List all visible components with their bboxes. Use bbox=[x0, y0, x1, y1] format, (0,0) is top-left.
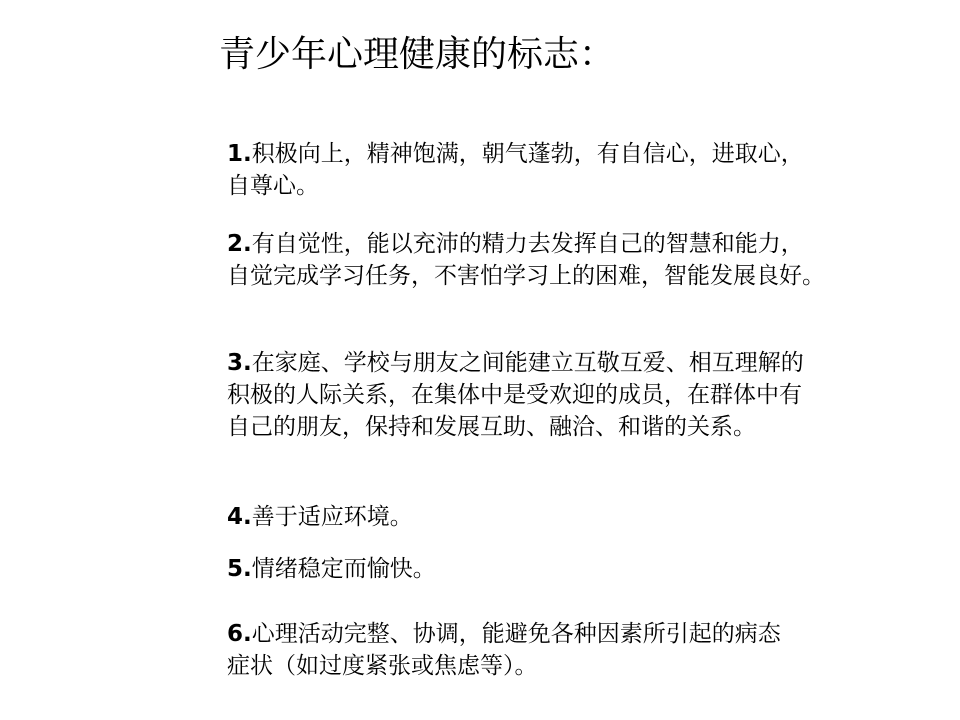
slide-title: 青少年心理健康的标志： bbox=[219, 34, 616, 75]
item-text: 积极向上，精神饱满，朝气蓬勃，有自信心，进取心， 自尊心。 bbox=[227, 141, 804, 199]
item-text: 善于适应环境。 bbox=[251, 504, 413, 530]
item-number: 4. bbox=[227, 504, 252, 530]
list-item bbox=[227, 618, 907, 682]
item-number: 6. bbox=[227, 621, 252, 647]
item-number: 2. bbox=[227, 231, 252, 257]
list-item bbox=[227, 553, 907, 585]
item-number: 5. bbox=[227, 556, 252, 582]
item-text: 情绪稳定而愉快。 bbox=[251, 556, 436, 582]
item-number: 3. bbox=[227, 350, 252, 376]
list-item bbox=[227, 501, 907, 533]
list-item bbox=[227, 228, 927, 292]
list-item bbox=[227, 138, 907, 202]
list-item bbox=[227, 347, 907, 443]
item-text: 心理活动完整、协调，能避免各种因素所引起的病态 症状（如过度紧张或焦虑等）。 bbox=[227, 621, 781, 679]
item-text: 有自觉性，能以充沛的精力去发挥自己的智慧和能力， 自觉完成学习任务，不害怕学习上的困难，智能发展良好。 bbox=[227, 231, 825, 289]
item-number: 1. bbox=[227, 141, 252, 167]
item-text: 在家庭、学校与朋友之间能建立互敬互爱、相互理解的 积极的人际关系，在集体中是受欢迎的成员，在群体中有 自己的朋友，保持和发展互助、融洽、和谐的关系。 bbox=[227, 350, 804, 440]
